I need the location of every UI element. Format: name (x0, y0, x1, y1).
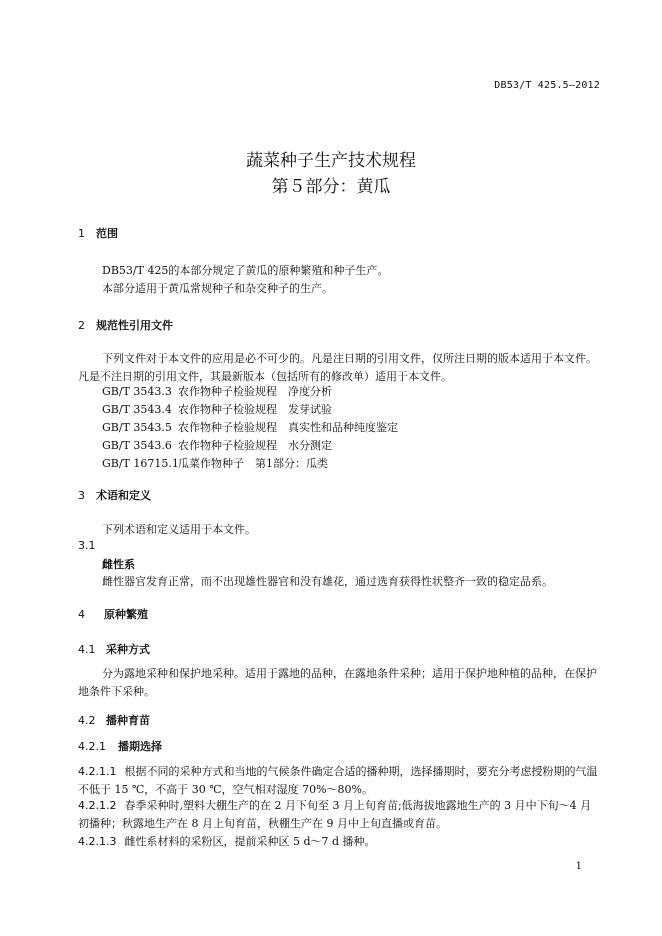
subsection-number: 4.2.1 (78, 740, 106, 753)
section-4-heading (78, 606, 148, 622)
subsection-4-1-heading (78, 641, 150, 657)
section-3-heading (78, 487, 151, 503)
reference-title: 瓜菜作物种子 第1部分：瓜类 (178, 457, 328, 470)
reference-code: GB/T 3543.6 (102, 439, 172, 452)
subsection-title: 播期选择 (118, 740, 162, 753)
term-definition: 雌性器官发育正常，而不出现雄性器官和没有雄花，通过选育获得性状整齐一致的稳定品系。 (102, 575, 553, 588)
subsection-number: 4.2 (78, 714, 96, 727)
clause-text: 雌性系材料的采粉区，提前采种区 5 d～7 d 播种。 (124, 835, 376, 848)
reference-code: GB/T 3543.3 (102, 385, 172, 398)
subsection-title: 采种方式 (106, 643, 150, 656)
reference-code: GB/T 3543.4 (102, 403, 172, 416)
section-title: 范围 (96, 227, 118, 240)
section-number: 1 (78, 227, 85, 240)
term-name: 雌性系 (102, 558, 135, 571)
section-title: 规范性引用文件 (96, 319, 173, 332)
clause-4-2-1-3 (78, 833, 376, 849)
clause-4-2-1-2 (78, 797, 602, 833)
page-number: 1 (575, 861, 582, 872)
reference-item (102, 401, 332, 417)
section-number: 3 (78, 489, 85, 502)
clause-number: 4.2.1.1 (78, 765, 117, 778)
subsection-number: 4.1 (78, 643, 96, 656)
sec1-paragraph-1: DB53/T 425的本部分规定了黄瓜的原种繁殖和种子生产。 (102, 264, 389, 277)
section-1-heading (78, 225, 118, 241)
clause-number: 4.2.1.3 (78, 835, 117, 848)
subsection-title: 播种育苗 (106, 714, 150, 727)
section-2-heading (78, 317, 173, 333)
section-title: 术语和定义 (96, 489, 151, 502)
document-title: 蔬菜种子生产技术规程 (246, 151, 416, 171)
reference-item (102, 383, 332, 399)
reference-item (102, 437, 332, 453)
reference-title: 农作物种子检验规程 发芽试验 (178, 403, 332, 416)
reference-code: GB/T 3543.5 (102, 421, 172, 434)
term-number: 3.1 (78, 539, 96, 552)
reference-title: 农作物种子检验规程 净度分析 (178, 385, 332, 398)
clause-text: 根据不同的采种方式和当地的气候条件确定合适的播种期，选择播期时，要充分考虑授粉期的气温不低于 15 ℃，不高于 30 ℃，空气相对湿度 70%～80%。 (78, 765, 598, 796)
section-number: 4 (78, 608, 85, 621)
subsection-4-2-heading (78, 712, 150, 728)
sec1-paragraph-2: 本部分适用于黄瓜常规种子和杂交种子的生产。 (102, 282, 333, 295)
reference-item (102, 455, 328, 471)
reference-item (102, 419, 398, 435)
reference-code: GB/T 16715.1 (102, 457, 179, 470)
clause-number: 4.2.1.2 (78, 799, 117, 812)
sec4-1-paragraph: 分为露地采种和保护地采种。适用于露地的品种，在露地条件采种；适用于保护地种植的品种，在保护地条件下采种。 (78, 667, 597, 698)
subsection-4-2-1-heading (78, 738, 162, 754)
sec2-paragraph-1: 下列文件对于本文件的应用是必不可少的。凡是注日期的引用文件，仅所注日期的版本适用于本文件。凡是不注日期的引用文件，其最新版本（包括所有的修改单）适用于本文件。 (78, 352, 597, 383)
section-number: 2 (78, 319, 85, 332)
document-subtitle: 第５部分：黄瓜 (271, 177, 391, 197)
clause-text: 春季采种时,塑料大棚生产的在 2 月下旬至 3 月上旬育苗;低海拔地露地生产的 3 月中下旬～4 月初播种；秋露地生产在 8 月上旬育苗，秋棚生产在 9 月中上旬直播或育苗。 (78, 799, 592, 830)
document-code: DB53/T 425.5—2012 (494, 80, 600, 91)
section-title: 原种繁殖 (104, 608, 148, 621)
reference-title: 农作物种子检验规程 真实性和品种纯度鉴定 (178, 421, 398, 434)
sec3-paragraph-1: 下列术语和定义适用于本文件。 (102, 523, 256, 536)
reference-title: 农作物种子检验规程 水分测定 (178, 439, 332, 452)
clause-4-2-1-1 (78, 763, 602, 799)
